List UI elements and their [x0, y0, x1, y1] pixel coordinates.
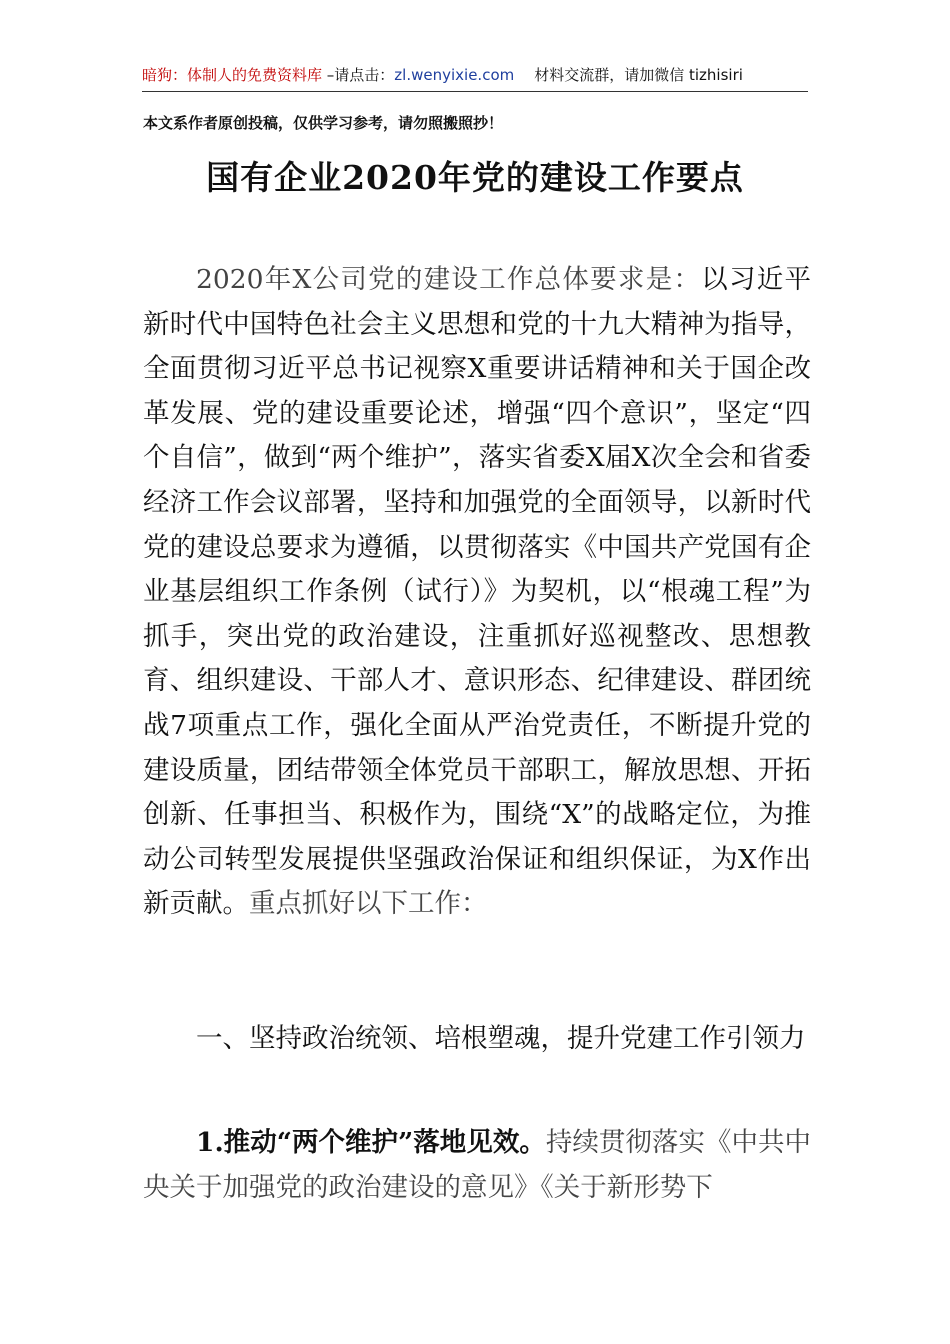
item-body-1: 持续贯彻落实《中共中央关于加强党的政治建设的意见》《关于新形势下: [143, 1127, 811, 1203]
site-name: 暗狗：体制人的免费资料库: [142, 66, 323, 84]
item-paragraph-1: [143, 1121, 811, 1210]
section-heading-1: 一、坚持政治统领、培根塑魂，提升党建工作引领力: [196, 1023, 806, 1054]
click-prompt: –请点击：: [322, 66, 395, 84]
item-title-1: 1.推动“两个维护”落地见效。: [196, 1127, 546, 1158]
document-title: 国有企业2020年党的建设工作要点: [206, 158, 744, 197]
site-link[interactable]: zl.wenyixie.com: [394, 66, 515, 84]
source-header-bar: [142, 64, 808, 92]
copyright-notice: 本文系作者原创投稿，仅供学习参考，请勿照搬照抄！: [143, 114, 504, 132]
group-note: 材料交流群，请加微信 tizhisiri: [534, 66, 743, 84]
intro-body: 以习近平新时代中国特色社会主义思想和党的十九大精神为指导，全面贯彻习近平总书记视察X重要讲话精神和关于国企改革发展、党的建设重要论述，增强“四个意识”，坚定“四个自信”，做到“两个维护”，落实省委X届X次全会和省委经济工作会议部署，坚持和加强党的全面领导，以新时代党的建设总要求为遵循，以贯彻落实《中国共产党国有企业基层组织工作条例（试行）》为契机，以“根魂工程”为抓手，突出党的政治建设，注重抓好巡视整改、思想教育、组织建设、干部人才、意识形态、纪律建设、群团统战7项重点工作，强化全面从严治党责任，不断提升党的建设质量，团结带领全体党员干部职工，解放思想、开拓创新、任事担当、积极作为，围绕“X”的战略定位，为推动公司转型发展提供坚强政治保证和组织保证，为X作出新贡献。: [143, 264, 811, 920]
intro-tail: 重点抓好以下工作：: [249, 888, 488, 920]
intro-paragraph: [143, 258, 811, 927]
intro-lead: 2020年X公司党的建设工作总体要求是：: [196, 264, 702, 295]
